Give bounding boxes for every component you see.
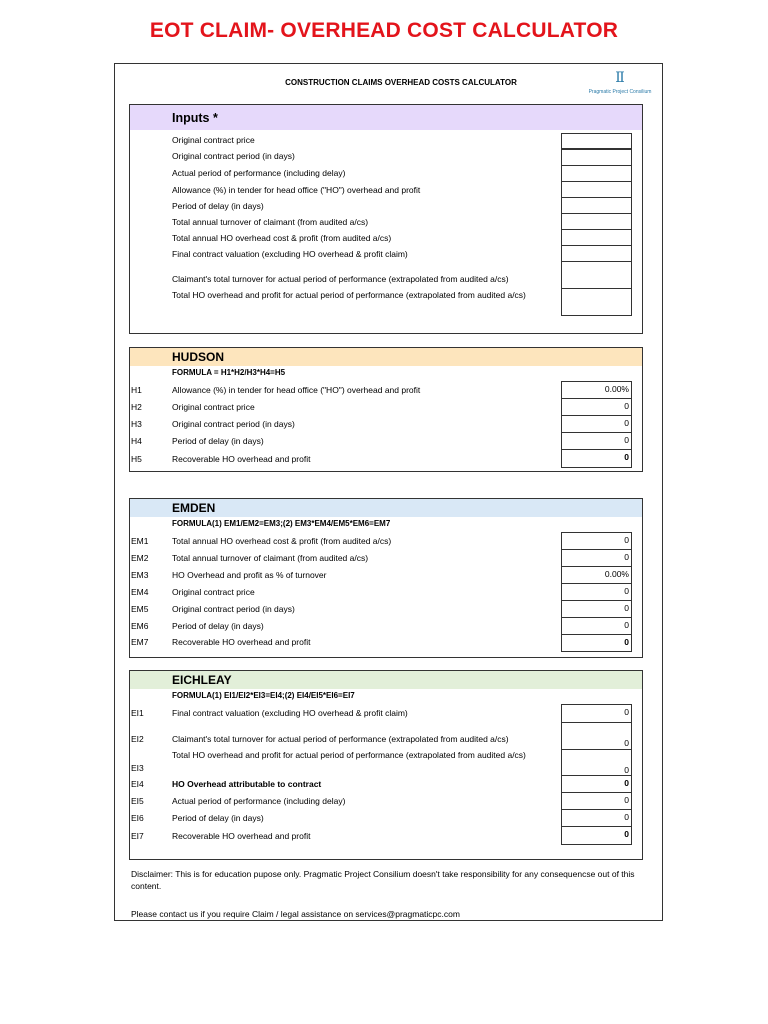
row-label: HO Overhead attributable to contract (172, 779, 322, 789)
eichleay-formula: FORMULA(1) EI1/EI2*EI3=EI4;(2) EI4/EI5*EI6=EI7 (172, 691, 355, 700)
row-label: Allowance (%) in tender for head office ("HO") overhead and profit (172, 385, 421, 395)
input-label: Total annual HO overhead cost & profit (from audited a/cs) (172, 233, 392, 243)
eichleay-ei2-value: 0 (561, 722, 632, 750)
emden-title: EMDEN (172, 501, 216, 515)
row-label: Original contract price (172, 402, 255, 412)
input-label: Original contract period (in days) (172, 151, 295, 161)
row-label: Recoverable HO overhead and profit (172, 454, 311, 464)
row-code: H5 (131, 454, 142, 464)
row-code: EI6 (131, 813, 144, 823)
emden-em5-value: 0 (561, 600, 632, 618)
inputs-section (129, 104, 643, 334)
eichleay-ei4-value: 0 (561, 775, 632, 793)
sheet-header: CONSTRUCTION CLAIMS OVERHEAD COSTS CALCULATOR (285, 78, 517, 87)
input-label: Total annual turnover of claimant (from audited a/cs) (172, 217, 369, 227)
eichleay-header (130, 671, 642, 689)
hudson-header (130, 348, 642, 366)
row-label: Total HO overhead and profit for actual period of performance (extrapolated from audited a/cs) (172, 750, 526, 760)
row-code: EI1 (131, 708, 144, 718)
eichleay-title: EICHLEAY (172, 673, 232, 687)
row-label: Recoverable HO overhead and profit (172, 637, 311, 647)
input-actual-period[interactable] (561, 165, 632, 182)
input-claimant-total-turnover[interactable] (561, 261, 632, 289)
row-code: EM4 (131, 587, 149, 597)
row-code: H1 (131, 385, 142, 395)
hudson-h4-value: 0 (561, 432, 632, 450)
eichleay-ei6-value: 0 (561, 809, 632, 827)
row-label: Total annual turnover of claimant (from audited a/cs) (172, 553, 369, 563)
pillar-icon: Ⅱ (615, 70, 625, 86)
emden-em6-value: 0 (561, 617, 632, 635)
hudson-section (129, 347, 643, 472)
eichleay-section (129, 670, 643, 860)
row-label: Original contract period (in days) (172, 419, 295, 429)
row-code: EI5 (131, 796, 144, 806)
input-original-contract-period[interactable] (561, 149, 632, 166)
row-code: H4 (131, 436, 142, 446)
inputs-title: Inputs * (172, 111, 218, 125)
input-label: Allowance (%) in tender for head office ("HO") overhead and profit (172, 185, 421, 195)
row-label: Total annual HO overhead cost & profit (from audited a/cs) (172, 536, 392, 546)
input-label: Claimant's total turnover for actual period of performance (extrapolated from audited a/cs) (172, 274, 509, 284)
input-annual-ho-overhead[interactable] (561, 229, 632, 246)
hudson-h2-value: 0 (561, 398, 632, 416)
input-total-ho-overhead-actual[interactable] (561, 288, 632, 316)
input-label: Period of delay (in days) (172, 201, 264, 211)
emden-em3-value: 0.00% (561, 566, 632, 584)
emden-em1-value: 0 (561, 532, 632, 550)
input-label: Original contract price (172, 135, 255, 145)
row-label: Original contract period (in days) (172, 604, 295, 614)
row-code: H3 (131, 419, 142, 429)
row-code: EM6 (131, 621, 149, 631)
hudson-h5-value: 0 (561, 449, 632, 468)
row-code: EM1 (131, 536, 149, 546)
row-code: EI4 (131, 779, 144, 789)
row-code: EM2 (131, 553, 149, 563)
calculator-sheet (114, 63, 663, 921)
eichleay-ei3-value: 0 (561, 749, 632, 776)
disclaimer-text: Disclaimer: This is for education pupose only. Pragmatic Project Consilium doesn't take responsibility for any consequencse out of this content. (131, 869, 635, 891)
hudson-h1-value: 0.00% (561, 381, 632, 399)
emden-section (129, 498, 643, 658)
logo-text: Pragmatic Project Consilium (588, 89, 652, 95)
row-code: EM5 (131, 604, 149, 614)
emden-em2-value: 0 (561, 549, 632, 567)
row-label: Actual period of performance (including delay) (172, 796, 346, 806)
input-final-contract-valuation[interactable] (561, 245, 632, 262)
contact-text: Please contact us if you require Claim / legal assistance on services@pragmaticpc.com (131, 909, 460, 919)
row-code: EM3 (131, 570, 149, 580)
row-label: Period of delay (in days) (172, 813, 264, 823)
input-original-contract-price[interactable] (561, 133, 632, 149)
row-label: Claimant's total turnover for actual period of performance (extrapolated from audited a/cs) (172, 734, 509, 744)
row-code: H2 (131, 402, 142, 412)
row-code: EI3 (131, 763, 144, 773)
emden-header (130, 499, 642, 517)
input-label: Actual period of performance (including delay) (172, 168, 346, 178)
row-label: HO Overhead and profit as % of turnover (172, 570, 327, 580)
inputs-header (130, 105, 642, 130)
row-label: Period of delay (in days) (172, 621, 264, 631)
input-label: Final contract valuation (excluding HO overhead & profit claim) (172, 249, 408, 259)
row-label: Period of delay (in days) (172, 436, 264, 446)
hudson-h3-value: 0 (561, 415, 632, 433)
row-code: EM7 (131, 637, 149, 647)
row-label: Recoverable HO overhead and profit (172, 831, 311, 841)
input-annual-turnover[interactable] (561, 213, 632, 230)
eichleay-ei5-value: 0 (561, 792, 632, 810)
hudson-title: HUDSON (172, 350, 225, 364)
row-label: Original contract price (172, 587, 255, 597)
emden-em7-value: 0 (561, 634, 632, 652)
input-period-of-delay[interactable] (561, 197, 632, 214)
row-code: EI2 (131, 734, 144, 744)
input-label: Total HO overhead and profit for actual period of performance (extrapolated from audited a/cs) (172, 290, 526, 300)
row-code: EI7 (131, 831, 144, 841)
hudson-formula: FORMULA = H1*H2/H3*H4=H5 (172, 368, 286, 377)
page-title: EOT CLAIM- OVERHEAD COST CALCULATOR (149, 19, 619, 42)
input-ho-allowance[interactable] (561, 181, 632, 198)
emden-em4-value: 0 (561, 583, 632, 601)
emden-formula: FORMULA(1) EM1/EM2=EM3;(2) EM3*EM4/EM5*EM6=EM7 (172, 519, 391, 528)
row-label: Final contract valuation (excluding HO overhead & profit claim) (172, 708, 408, 718)
eichleay-ei1-value: 0 (561, 704, 632, 723)
company-logo (585, 72, 655, 98)
eichleay-ei7-value: 0 (561, 826, 632, 845)
